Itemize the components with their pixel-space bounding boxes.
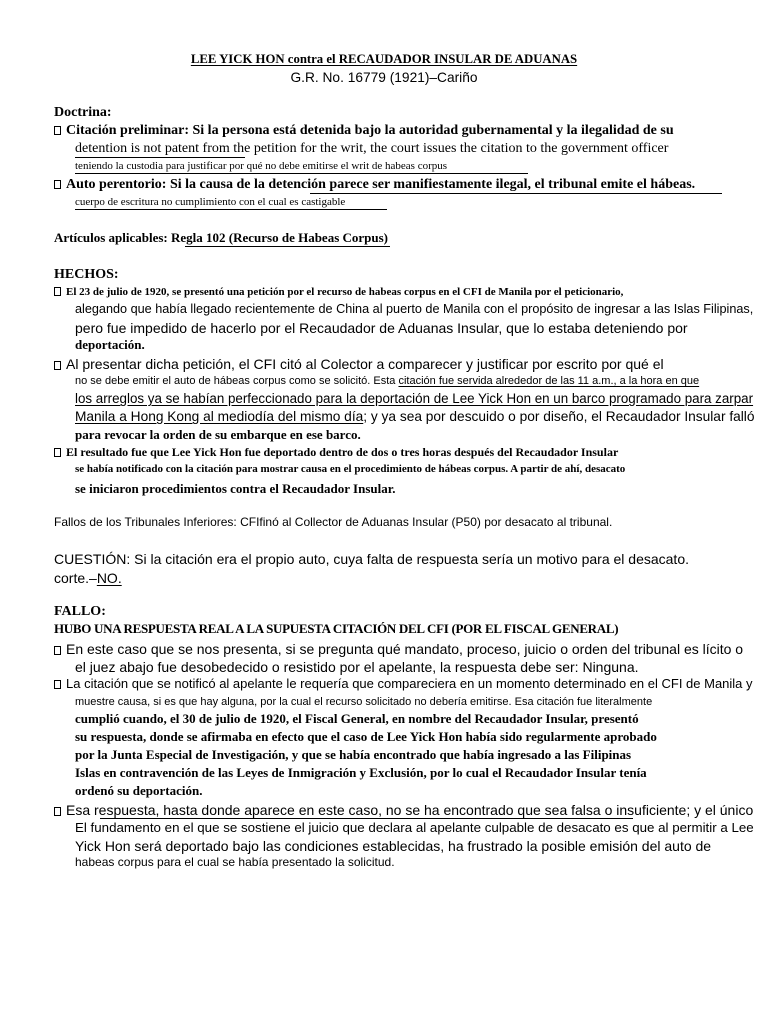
fallo-heading: FALLO: xyxy=(54,604,106,619)
hechos-p2-line-2: no se debe emitir el auto de hábeas corpus como se solicitó. Esta citación fue servida alrededor de las 11 a.m., a la hora en que xyxy=(75,375,700,387)
fallo-p2-line-2: muestre causa, si es que hay alguna, por la cual el recurso solicitado no debería emitirse. Esa citación fue literalmente xyxy=(75,696,653,708)
hechos-p1-line-4: deportación. xyxy=(75,337,145,352)
hechos-p1: El 23 de julio de 1920, se presentó una petición por el recurso de habeas corpus en el CFI de Manila por el peticionario, xyxy=(54,286,623,299)
doctrina-item-2-line-2: cuerpo de escritura no cumplimiento con el cual es castigable xyxy=(75,196,346,208)
bullet-box-icon xyxy=(54,680,61,689)
fallo-p1: En este caso que se nos presenta, si se pregunta qué mandato, proceso, juicio o orden del tribunal es lícito o xyxy=(54,641,743,657)
fallo-p2-line-4: su respuesta, donde se afirmaba en efecto que el caso de Lee Yick Hon había sido regularmente aprobado xyxy=(75,729,657,744)
hechos-p2-line-4: Manila a Hong Kong al mediodía del mismo día; y ya sea por descuido o por diseño, el Recaudador Insular falló xyxy=(75,409,755,424)
doctrina-item-1-line-2: detention is not patent from the petition for the writ, the court issues the citation to the government officer xyxy=(75,141,669,156)
doctrina-item-2: Auto perentorio: Si la causa de la detención parece ser manifiestamente ilegal, el tribunal emite el hábeas. xyxy=(54,177,695,193)
fallo-p3-line-3: Yick Hon será deportado bajo las condiciones establecidas, ha frustrado la posible emisión del auto de xyxy=(75,838,712,854)
hechos-heading: HECHOS: xyxy=(54,267,119,282)
fallo-p3: Esa respuesta, hasta donde aparece en este caso, no se ha encontrado que sea falsa o insuficiente; y el único xyxy=(54,802,753,818)
underline xyxy=(75,157,245,158)
doctrina-heading: Doctrina: xyxy=(54,105,112,120)
fallos-tribunales-inferiores: Fallos de los Tribunales Inferiores: CFIfinó al Collector de Aduanas Insular (P50) por desacato al tribunal. xyxy=(54,515,613,529)
bullet-box-icon xyxy=(54,361,61,370)
bullet-box-icon xyxy=(54,646,61,655)
bullet-box-icon xyxy=(54,180,61,189)
fallo-subheading: HUBO UNA RESPUESTA REAL A LA SUPUESTA CITACIÓN DEL CFI (POR EL FISCAL GENERAL) xyxy=(54,621,619,636)
fallo-p3-line-4: habeas corpus para el cual se había presentado la solicitud. xyxy=(75,855,395,869)
fallo-p2-line-3: cumplió cuando, el 30 de julio de 1920, el Fiscal General, en nombre del Recaudador Insular, presentó xyxy=(75,711,639,726)
cuestion-line-1: CUESTIÓN: Si la citación era el propio auto, cuya falta de respuesta sería un motivo para el desacato. xyxy=(54,551,689,567)
case-title: LEE YICK HON contra el RECAUDADOR INSULAR DE ADUANAS xyxy=(190,52,578,66)
bullet-box-icon xyxy=(54,448,61,457)
fallo-p2-line-7: ordenó su deportación. xyxy=(75,783,203,798)
hechos-p1-line-3: pero fue impedido de hacerlo por el Recaudador de Aduanas Insular, que lo estaba deteniendo por xyxy=(75,320,688,336)
hechos-p2: Al presentar dicha petición, el CFI citó al Colector a comparecer y justificar por escrito por qué el xyxy=(54,356,664,372)
fallo-p2-line-5: por la Junta Especial de Investigación, y que se había encontrado que había ingresado a las Filipinas xyxy=(75,747,632,762)
hechos-p3-line-3: se iniciaron procedimientos contra el Recaudador Insular. xyxy=(75,481,396,496)
underline xyxy=(75,209,387,210)
articulos-aplicables: Artículos aplicables: Regla 102 (Recurso de Habeas Corpus) xyxy=(54,230,389,245)
underline xyxy=(310,193,722,194)
hechos-p3-line-2: se había notificado con la citación para mostrar causa en el procedimiento de hábeas corpus. A partir de ahí, desacato xyxy=(75,463,626,475)
fallo-p1-line-2: el juez abajo fue desobedecido o resistido por el apelante, la respuesta debe ser: Ninguna. xyxy=(75,659,639,675)
hechos-p1-line-2: alegando que había llegado recientemente de China al puerto de Manila con el propósito de ingresar a las Islas Filipinas, xyxy=(75,302,754,316)
hechos-p2-line-3: los arreglos ya se habían perfeccionado para la deportación de Lee Yick Hon en un barco programado para zarpar xyxy=(75,391,754,406)
underline xyxy=(100,818,633,819)
case-citation: G.R. No. 16779 (1921)–Cariño xyxy=(290,70,478,85)
doctrina-item-1: Citación preliminar: Si la persona está detenida bajo la autoridad gubernamental y la ilegalidad de su xyxy=(54,123,674,139)
bullet-box-icon xyxy=(54,807,61,816)
doctrina-item-1-line-3: teniendo la custodia para justificar por qué no debe emitirse el writ de habeas corpus xyxy=(75,160,448,172)
hechos-p2-line-5: para revocar la orden de su embarque en ese barco. xyxy=(75,427,361,442)
fallo-p2-line-6: Islas en contravención de las Leyes de Inmigración y Exclusión, por lo cual el Recaudador Insular tenía xyxy=(75,765,647,780)
hechos-p3: El resultado fue que Lee Yick Hon fue deportado dentro de dos o tres horas después del Recaudador Insular xyxy=(54,446,618,460)
cuestion-line-2: corte.–NO. xyxy=(54,570,122,586)
underline xyxy=(185,246,390,247)
bullet-box-icon xyxy=(54,126,61,135)
fallo-p2: La citación que se notificó al apelante le requería que compareciera en un momento determinado en el CFI de Manila y xyxy=(54,677,753,692)
fallo-p3-line-2: El fundamento en el que se sostiene el juicio que declara al apelante culpable de desacato es que al permitir a Lee xyxy=(75,820,754,835)
bullet-box-icon xyxy=(54,287,61,296)
underline xyxy=(75,173,528,174)
